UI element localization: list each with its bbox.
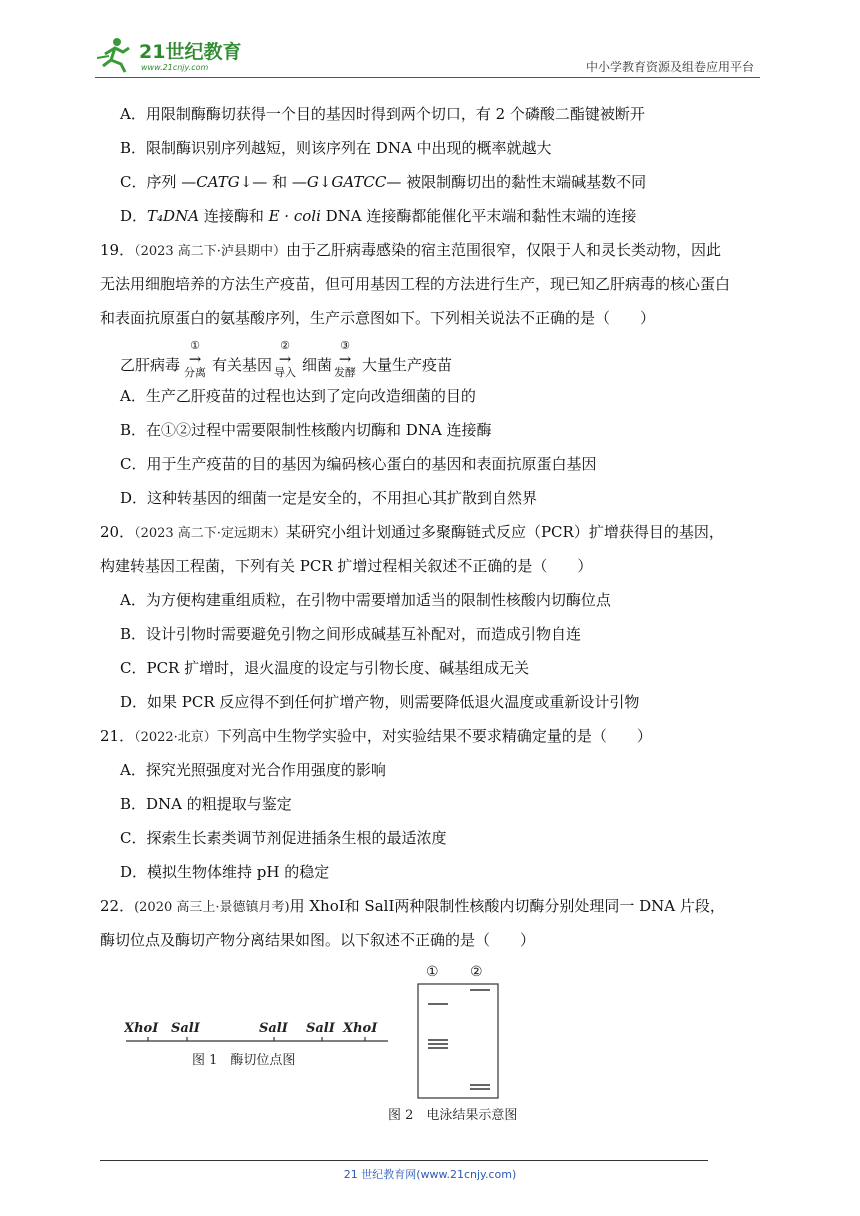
t4-dna-label: T₄DNA	[147, 207, 200, 225]
q22-stem-line2: 酶切位点及酶切产物分离结果如图。以下叙述不正确的是（ ）	[100, 931, 536, 949]
gel-bands	[428, 990, 490, 1089]
q19-stem-line2: 无法用细胞培养的方法生产疫苗，但可用基因工程的方法进行生产，现已知乙肝病毒的核心蛋白	[100, 275, 731, 293]
sequence-1: —CATG↓—	[181, 173, 268, 191]
footer-link[interactable]: 21 世纪教育网(www.21cnjy.com)	[343, 1168, 517, 1181]
q19-option-a: A．生产乙肝疫苗的过程也达到了定向改造细菌的目的	[120, 387, 476, 405]
question-number: 22．	[100, 897, 135, 915]
question-number: 20．	[100, 523, 135, 541]
q18-option-b: B．限制酶识别序列越短，则该序列在 DNA 中出现的概率就越大	[120, 139, 552, 157]
q20-option-c: C．PCR 扩增时，退火温度的设定与引物长度、碱基组成无关	[120, 659, 530, 677]
q21-option-c: C．探索生长素类调节剂促进插条生根的最适浓度	[120, 829, 447, 847]
q19-stem-line3: 和表面抗原蛋白的氨基酸序列，生产示意图如下。下列相关说法不正确的是（ ）	[100, 309, 656, 327]
figure-2-caption: 图 2 电泳结果示意图	[388, 1108, 518, 1123]
q19-option-b: B．在①②过程中需要限制性核酸内切酶和 DNA 连接酶	[120, 421, 492, 439]
site-label-sal-2: SalⅠ	[259, 1021, 288, 1036]
site-label-sal-1: SalⅠ	[171, 1021, 200, 1036]
q20-option-d: D．如果 PCR 反应得不到任何扩增产物，则需要降低退火温度或重新设计引物	[120, 693, 640, 711]
question-number: 21．	[100, 727, 135, 745]
site-label-xho-1: XhoⅠ	[124, 1021, 159, 1036]
q21-stem-line1: 21．（2022·北京）下列高中生物学实验中，对实验结果不要求精确定量的是（ ）	[100, 727, 652, 745]
svg-text:21世纪教育: 21世纪教育	[139, 41, 242, 63]
q22-stem-line1: 22．(2020 高三上·景德镇月考)用 XhoⅠ和 SalⅠ两种限制性核酸内切酶分别处理同一 DNA 片段，	[100, 897, 725, 915]
flow-arrow-3: ③ → 发酵	[334, 339, 356, 379]
q20-stem-line1: 20．（2023 高二下·定远期末）某研究小组计划通过多聚酶链式反应（PCR）扩增获得目的基因，	[100, 523, 724, 541]
question-source: （2023 高二下·定远期末）	[134, 526, 286, 541]
question-source: （2022·北京）	[134, 730, 217, 745]
flow-arrow-2: ② → 导入	[274, 339, 296, 379]
lane-1-label: ①	[426, 964, 439, 980]
site-label-xho-2: XhoⅠ	[343, 1021, 378, 1036]
q20-option-b: B．设计引物时需要避免引物之间形成碱基互补配对，而造成引物自连	[120, 625, 582, 643]
flow-node-gene: 有关基因	[212, 356, 273, 374]
q18-option-d: D．T₄DNA 连接酶和 E · coli DNA 连接酶都能催化平末端和黏性末端的连接	[120, 207, 637, 225]
q20-stem-line2: 构建转基因工程菌，下列有关 PCR 扩增过程相关叙述不正确的是（ ）	[100, 557, 593, 575]
q19-stem-line1: 19．（2023 高二下·泸县期中）由于乙肝病毒感染的宿主范围很窄，仅限于人和灵长类动物，因此	[100, 241, 721, 259]
question-number: 19．	[100, 241, 135, 259]
lane-2-label: ②	[470, 964, 483, 980]
runner-icon	[97, 38, 129, 72]
gel-frame	[418, 984, 498, 1098]
page-header	[95, 30, 760, 80]
ecoli-label: E · coli	[268, 207, 321, 225]
footer-divider	[100, 1160, 708, 1161]
q21-option-b: B．DNA 的粗提取与鉴定	[120, 795, 292, 813]
site-logo	[95, 34, 255, 74]
flow-arrow-1: ① → 分离	[184, 339, 206, 379]
flow-node-vaccine: 大量生产疫苗	[362, 356, 453, 374]
flow-node-virus: 乙肝病毒	[120, 356, 181, 374]
figure-2-electrophoresis	[388, 962, 538, 1127]
q20-option-a: A．为方便构建重组质粒，在引物中需要增加适当的限制性核酸内切酶位点	[120, 591, 611, 609]
question-source: （2023 高二下·泸县期中）	[134, 244, 286, 259]
figure-1-caption: 图 1 酶切位点图	[192, 1053, 296, 1068]
q19-option-c: C．用于生产疫苗的目的基因为编码核心蛋白的基因和表面抗原蛋白基因	[120, 455, 597, 473]
figure-1-restriction-map	[124, 1018, 390, 1070]
q18-option-c: C．序列 —CATG↓— 和 —G↓GATCC— 被限制酶切出的黏性末端碱基数不同	[120, 173, 647, 191]
header-platform-text: 中小学教育资源及组卷应用平台	[585, 60, 754, 74]
header-divider	[95, 77, 760, 78]
flow-node-bacteria: 细菌	[302, 356, 333, 374]
question-source: (2020 高三上·景德镇月考)	[134, 900, 290, 915]
site-label-sal-3: SalⅠ	[306, 1021, 335, 1036]
svg-text:www.21cnjy.com: www.21cnjy.com	[141, 63, 209, 72]
q21-option-d: D．模拟生物体维持 pH 的稳定	[120, 863, 330, 881]
sequence-2: —G↓GATCC—	[291, 173, 402, 191]
q21-option-a: A．探究光照强度对光合作用强度的影响	[120, 761, 386, 779]
q19-option-d: D．这种转基因的细菌一定是安全的，不用担心其扩散到自然界	[120, 489, 538, 507]
q18-option-a: A．用限制酶酶切获得一个目的基因时得到两个切口，有 2 个磷酸二酯键被断开	[120, 105, 645, 123]
